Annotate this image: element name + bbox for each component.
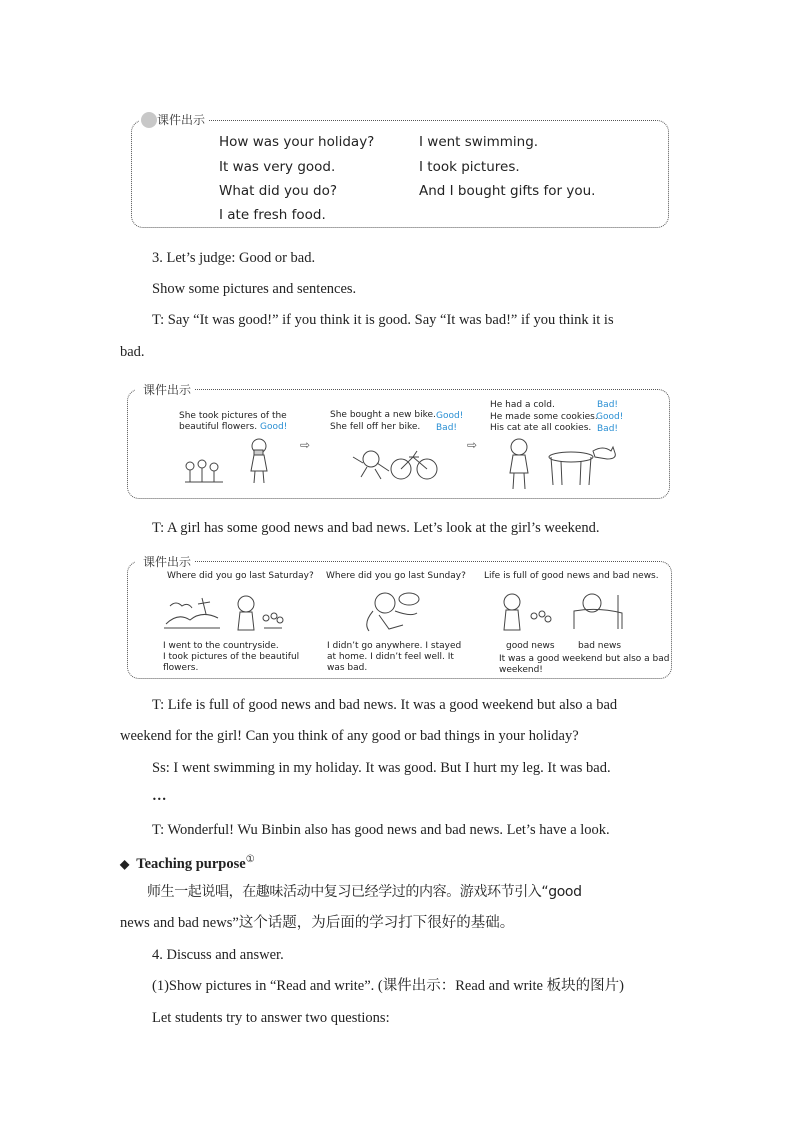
purpose-heading [120, 850, 255, 874]
panel3-label3: Bad! [597, 424, 619, 434]
girl-in-bed-illustration [572, 589, 624, 631]
panel2-label1: Good! [436, 411, 464, 421]
para-show: Show some pictures and sentences. [152, 281, 357, 297]
slide-box-1 [131, 120, 669, 228]
box3-a2-line3: was bad. [327, 663, 368, 673]
box3-q1: Where did you go last Saturday? [167, 571, 314, 581]
panel1-line1: She took pictures of the [179, 411, 287, 421]
box3-a3-line2: weekend! [499, 665, 543, 675]
arrow-2: ⇨ [467, 438, 478, 452]
diamond-icon: ◆ [120, 856, 130, 871]
box1-right-2: I took pictures. [419, 159, 520, 175]
box3-bad-news: bad news [578, 641, 622, 651]
para-discuss: 4. Discuss and answer. [152, 947, 284, 963]
boy-cold-illustration [504, 437, 536, 491]
slide-tag-3: 课件出示 [135, 553, 194, 570]
girl-flowers-illustration [234, 594, 284, 632]
box1-left-4: I ate fresh food. [219, 207, 326, 223]
box3-a2-line1: I didn’t go anywhere. I stayed [327, 641, 462, 651]
flowers-illustration [183, 458, 225, 484]
tag-dot-icon [141, 112, 157, 128]
para-ss: Ss: I went swimming in my holiday. It was good. But I hurt my leg. It was bad. [152, 760, 611, 776]
para-ellipsis: … [152, 788, 167, 804]
box3-a1-line3: flowers. [163, 663, 199, 673]
panel3-label2: Good! [596, 412, 624, 422]
box1-left-3: What did you do? [219, 183, 338, 199]
purpose-line2: news and bad news”这个话题，为后面的学习打下很好的基础。 [120, 915, 515, 931]
para-t1-line1: T: Say “It was good!” if you think it is good. Say “It was bad!” if you think it is [152, 312, 614, 328]
panel2-line2: She fell off her bike. [330, 422, 421, 432]
para-t3-line1: T: Life is full of good news and bad news. It was a good weekend but also a bad [152, 697, 618, 713]
para-let: Let students try to answer two questions: [152, 1010, 390, 1026]
para-t2: T: A girl has some good news and bad news. Let’s look at the girl’s weekend. [152, 520, 600, 536]
purpose-line1: 师生一起说唱，在趣味活动中复习已经学过的内容。游戏环节引入“good [147, 884, 582, 900]
countryside-illustration [164, 594, 220, 630]
para-judge: 3. Let’s judge: Good or bad. [152, 250, 316, 266]
girl-fell-bike-illustration [347, 443, 439, 483]
panel3-line3: His cat ate all cookies. [490, 423, 592, 433]
box3-a2-line2: at home. I didn’t feel well. It [327, 652, 454, 662]
box1-left-2: It was very good. [219, 159, 336, 175]
para-t4: T: Wonderful! Wu Binbin also has good news and bad news. Let’s have a look. [152, 822, 610, 838]
purpose-sup: ① [245, 854, 255, 865]
panel3-line1: He had a cold. [490, 400, 555, 410]
box3-q2: Where did you go last Sunday? [326, 571, 466, 581]
girl-lying-illustration [359, 589, 423, 635]
box1-right-3: And I bought gifts for you. [419, 183, 596, 199]
box1-right-1: I went swimming. [419, 134, 539, 150]
para-t1-line2: bad. [120, 344, 145, 360]
box3-good-news: good news [506, 641, 555, 651]
purpose-title: Teaching purpose [136, 855, 246, 872]
panel2-label2: Bad! [436, 423, 458, 433]
box3-a1-line2: I took pictures of the beautiful [163, 652, 300, 662]
panel3-line2: He made some cookies. [490, 412, 598, 422]
slide-tag-2: 课件出示 [135, 381, 194, 398]
slide-tag-1: 课件出示 [139, 111, 208, 128]
panel2-line1: She bought a new bike. [330, 410, 436, 420]
arrow-1: ⇨ [300, 438, 311, 452]
para-show2: (1)Show pictures in “Read and write”. (课件出示：Read and write 板块的图片) [152, 978, 624, 994]
para-t3-line2: weekend for the girl! Can you think of any good or bad things in your holiday? [120, 728, 579, 744]
cat-cookies-illustration [547, 445, 619, 489]
girl-camera-illustration [246, 437, 272, 485]
box3-a1-line1: I went to the countryside. [163, 641, 279, 651]
girl-good-news-illustration [500, 592, 552, 632]
panel1-line2: beautiful flowers. [179, 422, 258, 432]
panel1-label: Good! [260, 422, 288, 432]
box3-a3-line1: It was a good weekend but also a bad [499, 654, 670, 664]
panel3-label1: Bad! [597, 400, 619, 410]
box3-q3: Life is full of good news and bad news. [484, 571, 659, 581]
box1-left-1: How was your holiday? [219, 134, 375, 150]
